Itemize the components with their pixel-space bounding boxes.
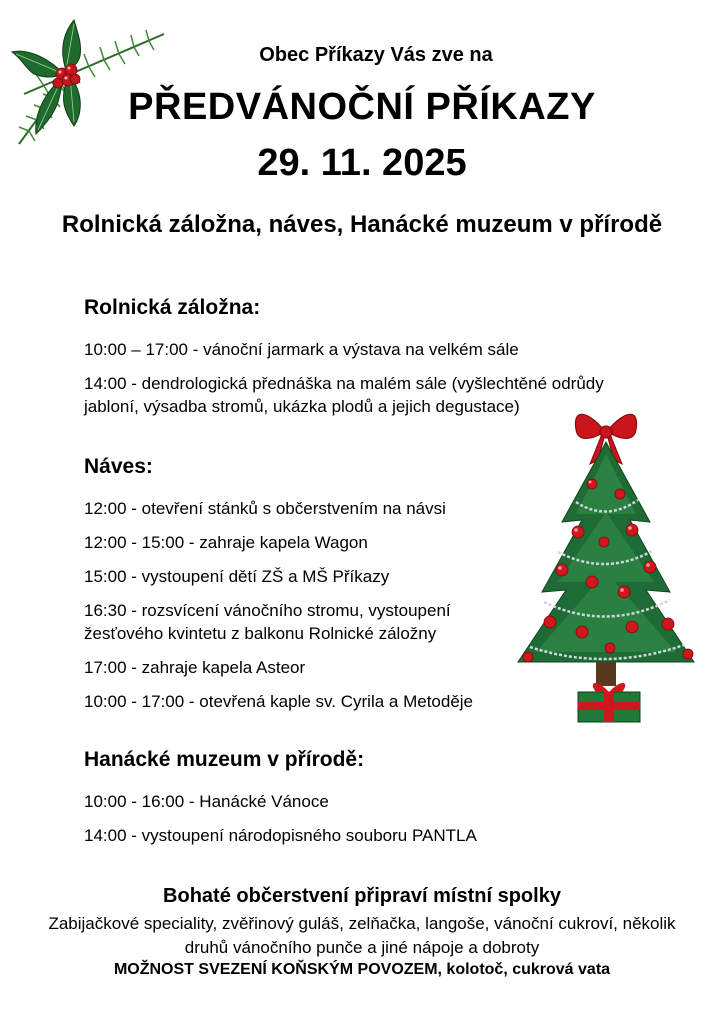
extras-text: MOŽNOST SVEZENÍ KOŇSKÝM POVOZEM, kolotoč, cukrová vata (113, 961, 611, 978)
program-item: 10:00 - 16:00 - Hanácké Vánoce (84, 792, 329, 811)
holly-icon (4, 14, 176, 156)
refreshments-text: Zabijačkové speciality, zvěřinový guláš, zelňačka, langoše, vánoční cukroví, několik druhů vánočního punče a jiné nápoje a dobroty (48, 914, 676, 957)
section-rolnicka-zalozna (84, 296, 644, 429)
program-item: 10:00 – 17:00 - vánoční jarmark a výstava na velkém sále (84, 340, 519, 359)
section-heading: Náves: (84, 455, 153, 478)
venues-line: Rolnická záložna, náves, Hanácké muzeum v přírodě (61, 211, 663, 238)
invite-text: Obec Příkazy Vás zve na (259, 44, 493, 66)
event-date: 29. 11. 2025 (257, 142, 467, 184)
section-hanacke-muzeum (84, 748, 644, 858)
christmas-tree-icon (492, 402, 720, 728)
program-item: 12:00 - 15:00 - zahraje kapela Wagon (84, 533, 368, 552)
program-item: 15:00 - vystoupení dětí ZŠ a MŠ Příkazy (84, 567, 390, 586)
event-title: PŘEDVÁNOČNÍ PŘÍKAZY (128, 86, 596, 128)
refreshments-title: Bohaté občerstvení připraví místní spolky (163, 885, 561, 907)
program-item: 10:00 - 17:00 - otevřená kaple sv. Cyrila a Metoděje (84, 692, 474, 711)
program-item: 16:30 - rozsvícení vánočního stromu, vystoupení žesťového kvintetu z balkonu Rolnické záložny (84, 601, 451, 643)
section-naves (84, 455, 494, 724)
program-item: 12:00 - otevření stánků s občerstvením na návsi (84, 499, 446, 518)
section-heading: Rolnická záložna: (84, 296, 261, 319)
program-item: 14:00 - dendrologická přednáška na malém sále (vyšlechtěné odrůdy jabloní, výsadba stromů, ukázka plodů a jejich degustace) (84, 374, 604, 416)
section-heading: Hanácké muzeum v přírodě: (84, 748, 365, 771)
program-item: 17:00 - zahraje kapela Asteor (84, 658, 306, 677)
program-item: 14:00 - vystoupení národopisného souboru PANTLA (84, 826, 477, 845)
